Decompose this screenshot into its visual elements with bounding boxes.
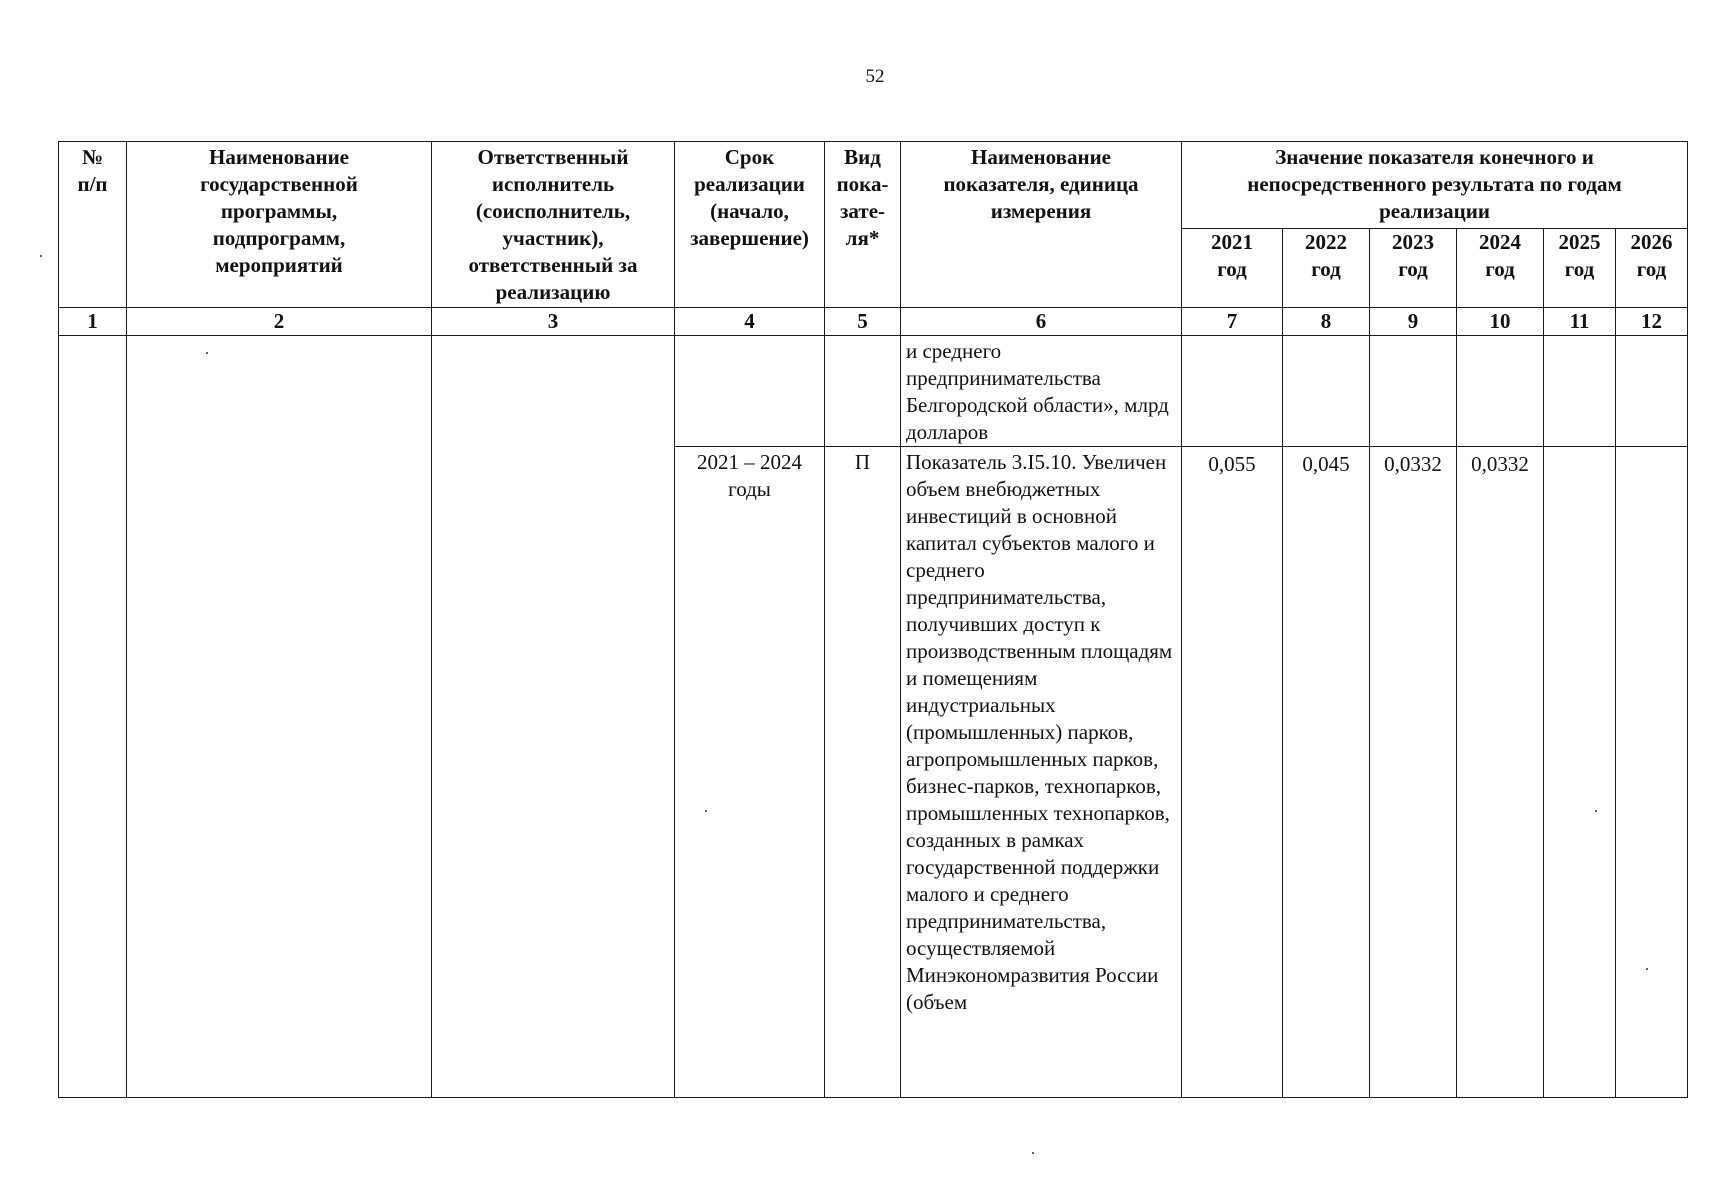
column-number: 5 xyxy=(825,308,901,336)
cell-responsible xyxy=(432,336,675,1098)
column-numbers-row xyxy=(59,308,1688,336)
page-number: 52 xyxy=(865,66,885,87)
column-number: 11 xyxy=(1544,308,1616,336)
scan-speck xyxy=(1646,968,1648,970)
column-number: 10 xyxy=(1457,308,1544,336)
cell-value-2026 xyxy=(1616,336,1688,447)
column-number: 12 xyxy=(1616,308,1688,336)
header-group-values: Значение показателя конечного и непосредственного результата по годам реализации xyxy=(1182,142,1688,229)
header-year-2023: 2023 год xyxy=(1370,229,1457,308)
cell-indicator-name: и среднего предпринимательства Белгородской области», млрд долларов xyxy=(901,336,1182,447)
cell-value-2021: 0,055 xyxy=(1182,447,1283,1098)
scan-speck xyxy=(705,810,707,812)
cell-indicator-name: Показатель 3.I5.10. Увеличен объем внебюджетных инвестиций в основной капитал субъектов малого и среднего предпринимательства, получивших доступ к производственным площадям и помещениям индустриальных (промышленных) парков, агропромышленных парков, бизнес-парков, технопарков, промышленных технопарков, созданных в рамках государственной поддержки малого и среднего предпринимательства, осуществляемой Минэкономразвития России (объем xyxy=(901,447,1182,1098)
header-year-2024: 2024 год xyxy=(1457,229,1544,308)
cell-value-2021 xyxy=(1182,336,1283,447)
column-number: 2 xyxy=(127,308,432,336)
cell-value-2025 xyxy=(1544,447,1616,1098)
cell-value-2023 xyxy=(1370,336,1457,447)
column-number: 9 xyxy=(1370,308,1457,336)
header-row xyxy=(59,142,1688,229)
column-number: 4 xyxy=(675,308,825,336)
table-row xyxy=(59,336,1688,447)
cell-program-name xyxy=(127,336,432,1098)
cell-indicator-type: П xyxy=(825,447,901,1098)
cell-value-2025 xyxy=(1544,336,1616,447)
header-year-2026: 2026 год xyxy=(1616,229,1688,308)
cell-value-2024 xyxy=(1457,336,1544,447)
cell-period: 2021 – 2024 годы xyxy=(675,447,825,1098)
cell-value-2026 xyxy=(1616,447,1688,1098)
column-number: 6 xyxy=(901,308,1182,336)
header-col-indicator-type: Вид пока-зате-ля* xyxy=(825,142,901,308)
cell-value-2022 xyxy=(1283,336,1370,447)
header-year-2021: 2021 год xyxy=(1182,229,1283,308)
header-col-responsible: Ответственный исполнитель (соисполнитель, участник), ответственный за реализацию xyxy=(432,142,675,308)
cell-number xyxy=(59,336,127,1098)
column-number: 8 xyxy=(1283,308,1370,336)
header-col-program-name: Наименование государственной программы, подпрограмм, мероприятий xyxy=(127,142,432,308)
column-number: 3 xyxy=(432,308,675,336)
header-year-2022: 2022 год xyxy=(1283,229,1370,308)
header-col-indicator-name: Наименование показателя, единица измерения xyxy=(901,142,1182,308)
cell-value-2024: 0,0332 xyxy=(1457,447,1544,1098)
scan-speck xyxy=(1032,1152,1034,1154)
header-col-number: № п/п xyxy=(59,142,127,308)
scan-speck xyxy=(206,352,208,354)
header-col-period: Срок реализации (начало, завершение) xyxy=(675,142,825,308)
scan-speck xyxy=(1595,810,1597,812)
column-number: 1 xyxy=(59,308,127,336)
scan-speck xyxy=(40,255,42,257)
cell-indicator-type xyxy=(825,336,901,447)
column-number: 7 xyxy=(1182,308,1283,336)
cell-value-2023: 0,0332 xyxy=(1370,447,1457,1098)
header-year-2025: 2025 год xyxy=(1544,229,1616,308)
indicator-table xyxy=(58,141,1688,1098)
cell-period xyxy=(675,336,825,447)
cell-value-2022: 0,045 xyxy=(1283,447,1370,1098)
